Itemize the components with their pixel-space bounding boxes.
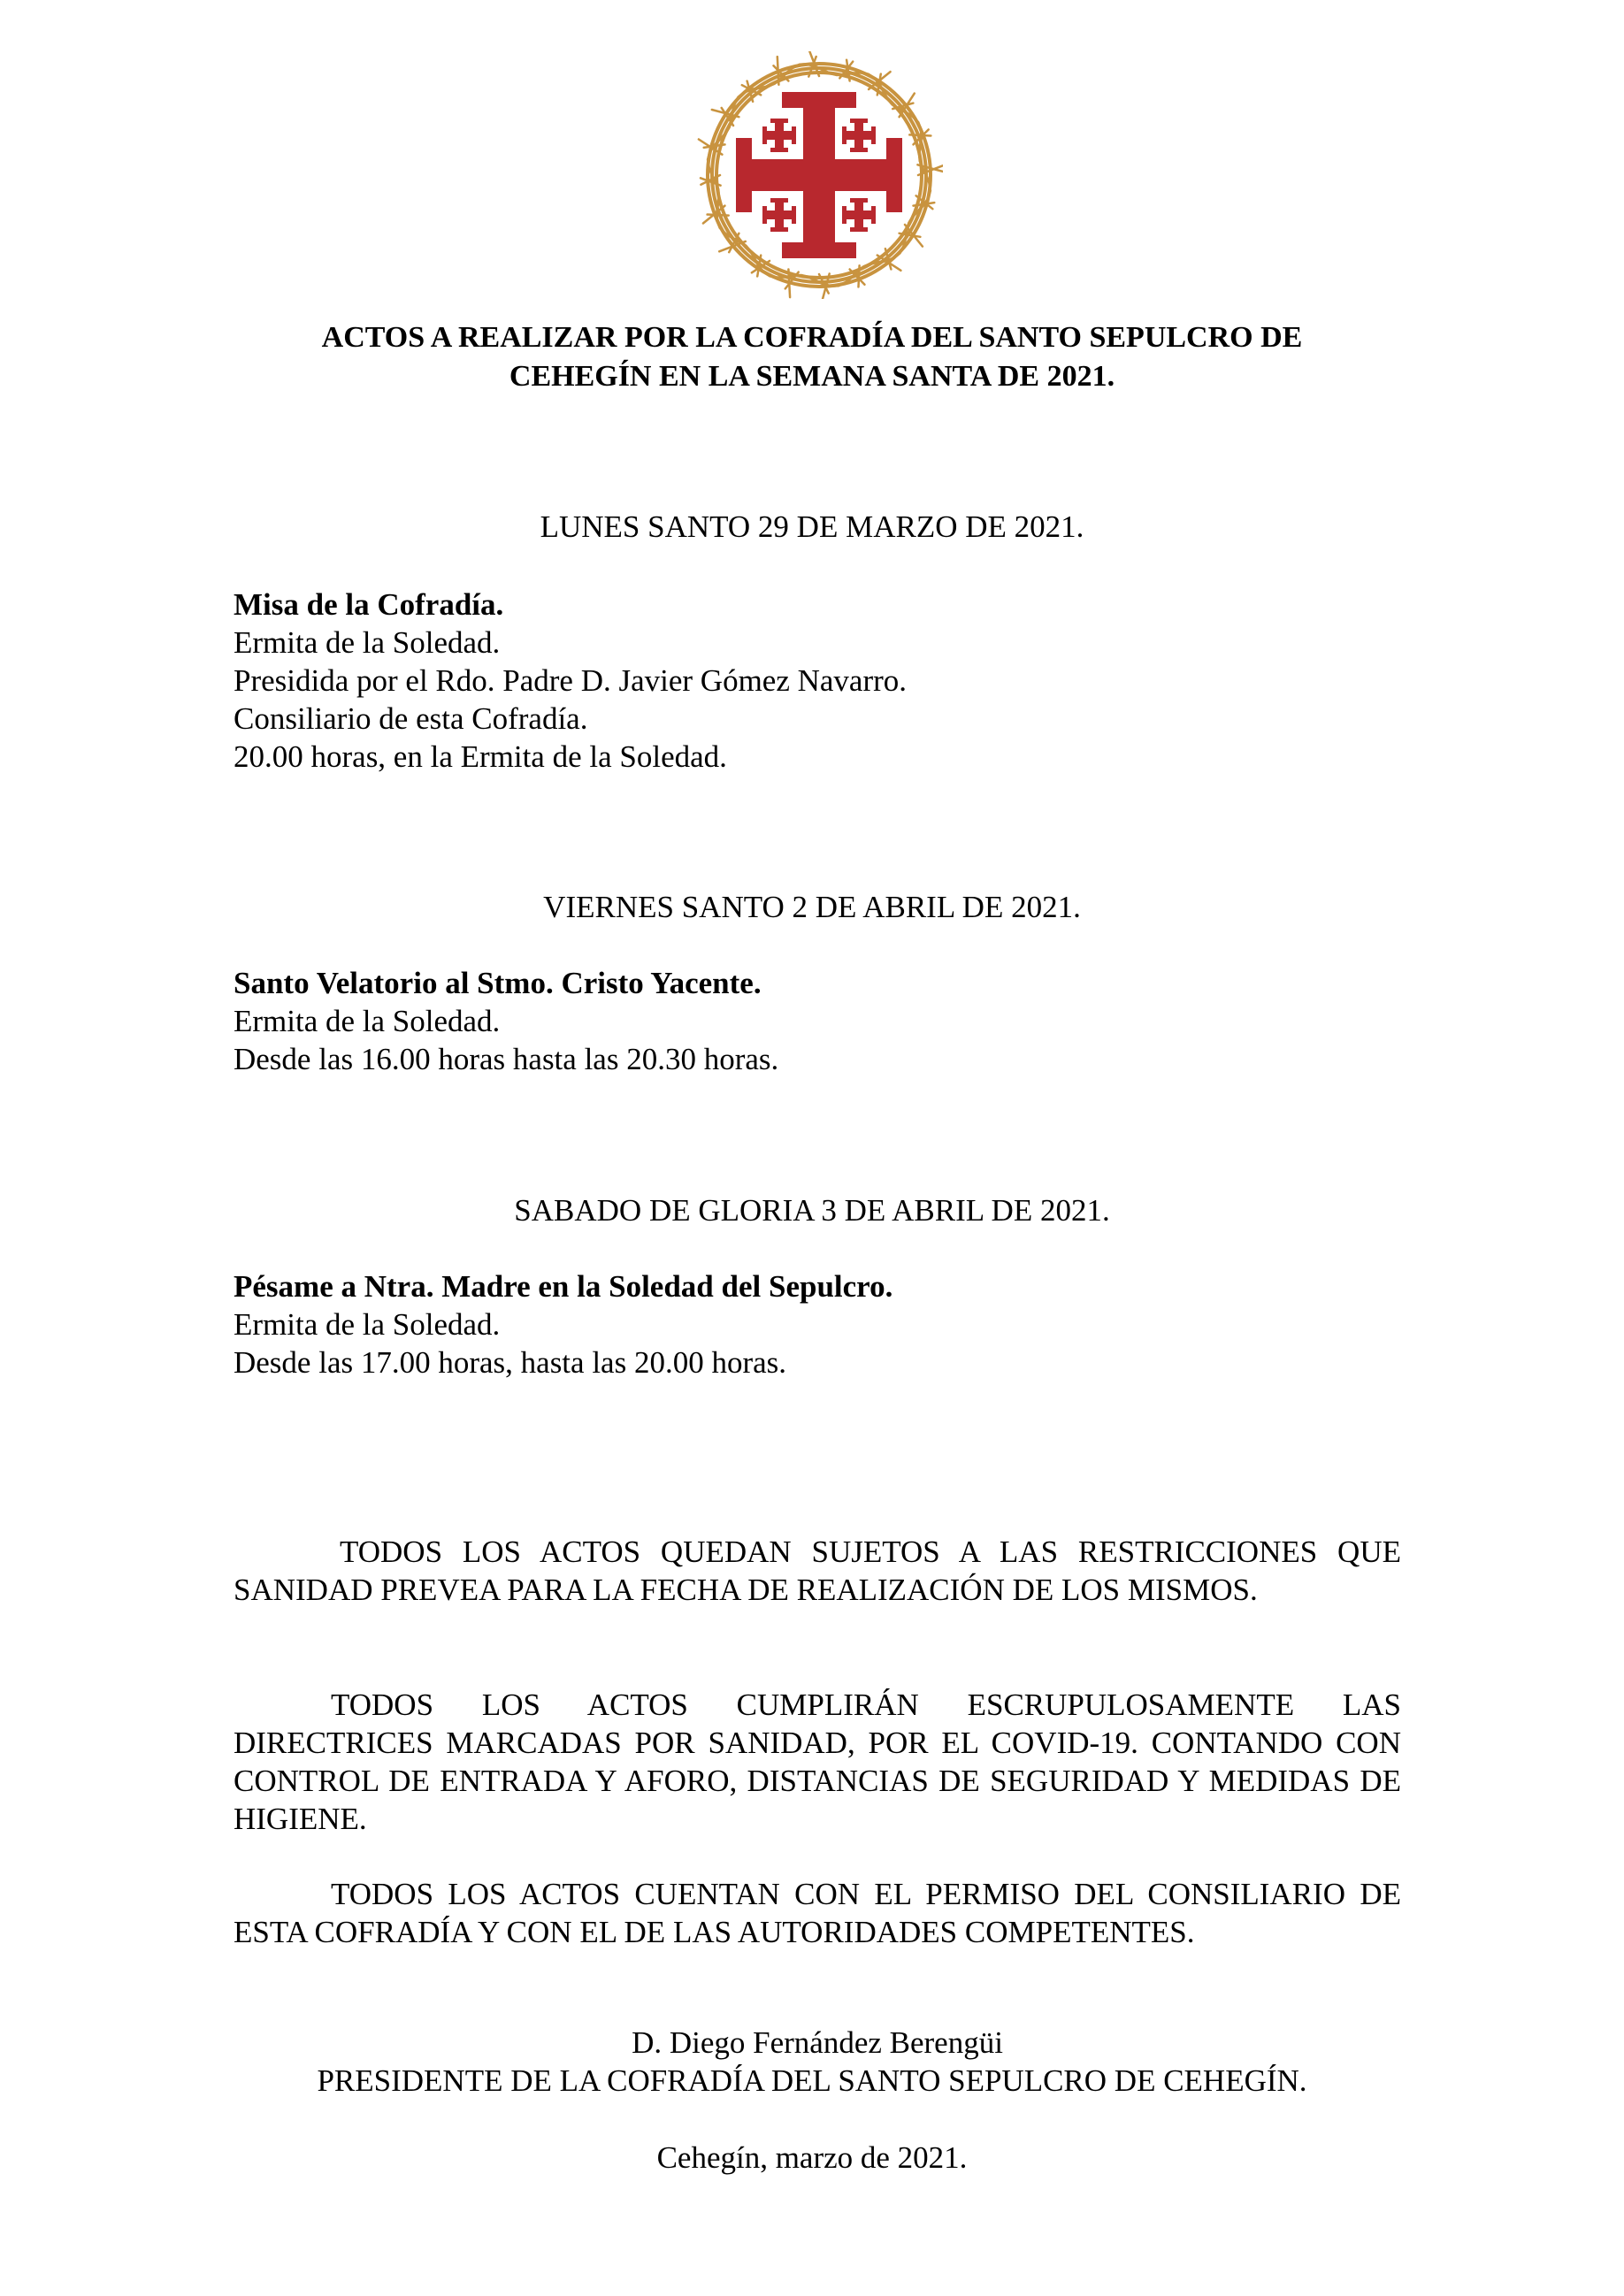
- event-line: 20.00 horas, en la Ermita de la Soledad.: [234, 739, 727, 774]
- day-heading-sabado: SABADO DE GLORIA 3 DE ABRIL DE 2021.: [514, 1193, 1110, 1228]
- closing-date: Cehegín, marzo de 2021.: [656, 2140, 968, 2175]
- event-title: Misa de la Cofradía.: [234, 587, 504, 622]
- title-line-2: CEHEGÍN EN LA SEMANA SANTA DE 2021.: [509, 360, 1115, 393]
- jerusalem-cross-crown-of-thorns-icon: [695, 51, 943, 299]
- signature-name: D. Diego Fernández Berengüi: [632, 2025, 1003, 2060]
- notice-permiso: TODOS LOS ACTOS CUENTAN CON EL PERMISO DEL CONSILIARIO DE ESTA COFRADÍA Y CON EL DE LAS AUTORIDADES COMPETENTES.: [234, 1877, 1401, 1949]
- event-line: Desde las 17.00 horas, hasta las 20.00 horas.: [234, 1345, 787, 1380]
- title-line-1: ACTOS A REALIZAR POR LA COFRADÍA DEL SANTO SEPULCRO DE: [321, 321, 1303, 354]
- signature-block: [177, 2024, 1447, 2100]
- event-block-sabado: [234, 1267, 1401, 1381]
- notice-restricciones: TODOS LOS ACTOS QUEDAN SUJETOS A LAS RESTRICCIONES QUE SANIDAD PREVEA PARA LA FECHA DE REALIZACIÓN DE LOS MISMOS.: [234, 1534, 1401, 1607]
- notice-covid: TODOS LOS ACTOS CUMPLIRÁN ESCRUPULOSAMENTE LAS DIRECTRICES MARCADAS POR SANIDAD, POR EL COVID-19. CONTANDO CON CONTROL DE ENTRADA Y AFORO, DISTANCIAS DE SEGURIDAD Y MEDIDAS DE HIGIENE.: [234, 1688, 1401, 1836]
- day-heading-viernes: VIERNES SANTO 2 DE ABRIL DE 2021.: [543, 890, 1081, 924]
- day-heading-lunes: LUNES SANTO 29 DE MARZO DE 2021.: [540, 509, 1084, 544]
- event-title: Santo Velatorio al Stmo. Cristo Yacente.: [234, 966, 762, 1000]
- event-line: Presidida por el Rdo. Padre D. Javier Gómez Navarro.: [234, 663, 908, 698]
- event-block-lunes: [234, 585, 1401, 776]
- event-line: Ermita de la Soledad.: [234, 1307, 501, 1342]
- signature-role: PRESIDENTE DE LA COFRADÍA DEL SANTO SEPULCRO DE CEHEGÍN.: [317, 2063, 1307, 2098]
- event-line: Desde las 16.00 horas hasta las 20.30 horas.: [234, 1042, 779, 1076]
- event-line: Ermita de la Soledad.: [234, 1004, 501, 1038]
- event-block-viernes: [234, 964, 1401, 1078]
- event-title: Pésame a Ntra. Madre en la Soledad del Sepulcro.: [234, 1269, 893, 1304]
- event-line: Ermita de la Soledad.: [234, 625, 501, 660]
- document-title: [177, 318, 1447, 396]
- event-line: Consiliario de esta Cofradía.: [234, 701, 588, 736]
